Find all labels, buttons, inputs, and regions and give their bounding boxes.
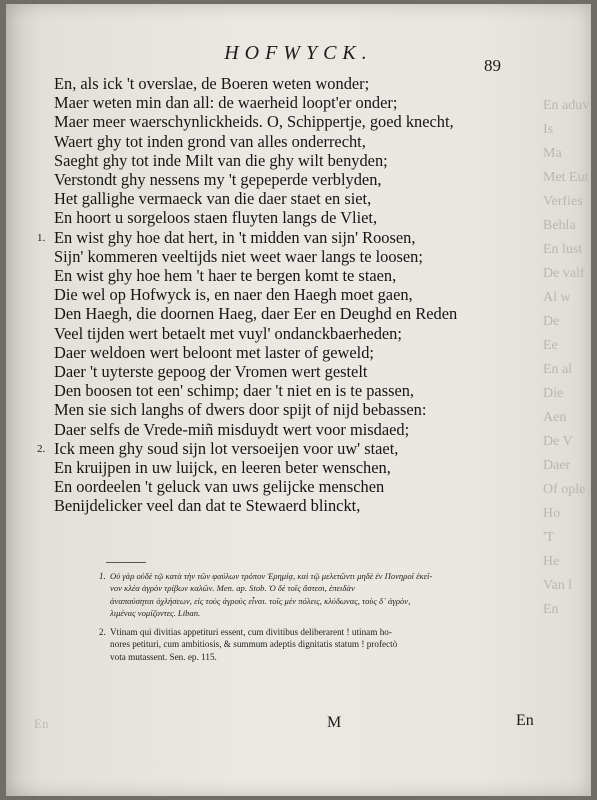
verse-text: Maer meer waerschynlickheids. O, Schippertje, goed knecht,: [54, 112, 454, 132]
verse-text: Die wel op Hofwyck is, en naer den Haegh moet gaen,: [54, 285, 413, 305]
bleed-through-footer: En: [34, 716, 49, 731]
verse-line: [54, 266, 524, 285]
poem-body: [37, 74, 524, 516]
footnote-line: vota mutassent. Sen. ep. 115.: [110, 651, 217, 662]
verse-text: En oordeelen 't geluck van uws gelijcke menschen: [54, 477, 385, 497]
bleed-line: En: [543, 602, 559, 617]
bleed-line: He: [543, 554, 560, 569]
verse-text: Den Haegh, die doornen Haeg, daer Eer en Deughd en Reden: [54, 304, 458, 324]
bleed-line: Met Eut: [543, 170, 589, 185]
verse-text: Sijn' kommeren veeltijds niet weet waer langs te loosen;: [54, 246, 423, 266]
verse-line: [54, 189, 524, 208]
verse-text: Daer 't uyterste gepoog der Vromen wert gestelt: [54, 362, 368, 382]
verse-text: Den boosen tot een' schimp; daer 't niet en is te passen,: [54, 381, 415, 401]
bleed-line: Verfies: [543, 194, 583, 209]
verse-text: Saeght ghy tot inde Milt van die ghy wilt benyden;: [54, 150, 388, 170]
bleed-line: Of ople: [543, 482, 586, 497]
verse-text: Veel tijden wert betaelt met vuyl' ondanckbaerheden;: [54, 323, 402, 343]
verse-line: [54, 343, 524, 362]
verse-line: [54, 362, 524, 381]
verse-line: [54, 496, 524, 515]
bleed-line: Die: [543, 386, 564, 401]
footnote-line: νον κλέα ἀγρὸν τρίβων καλῶν. Men. ap. Stob. Ὁ δὲ τοῖς ἄστεσι, ἐπειδὰν: [110, 583, 355, 594]
footnote-line: ἀναπαύσηται ὀχλήσεων, εἰς τοὺς ἀγροὺς εἶναι. τοῖς μὲν πόλεις, κλύδωνας, τοὺς δ᾽ ἀγρὸν,: [110, 595, 411, 606]
verse-text: Daer selfs de Vrede-miñ misduydt wert voor misdaed;: [54, 419, 410, 439]
footnote-line: λιμένας νομίζοντες. Liban.: [110, 608, 201, 619]
footnote-marker: 1.: [37, 231, 46, 244]
verse-line: [54, 132, 524, 151]
bleed-line: 'T: [543, 530, 555, 545]
verse-line: [54, 324, 524, 343]
verse-text: Benijdelicker veel dan dat te Stewaerd blinckt,: [54, 496, 361, 516]
verse-line: [54, 400, 524, 419]
verse-text: Verstondt ghy nessens my 't gepeperde verblyden,: [54, 170, 382, 190]
verse-text: En wist ghy hoe dat hert, in 't midden van sijn' Roosen,: [54, 227, 416, 247]
footnote: [99, 626, 510, 664]
footnote-rule: [106, 562, 146, 563]
bleed-line: En aduv: [543, 98, 590, 113]
footnote-line: Οὐ γὰρ οὐδὲ τῷ κατὰ τὴν τῶν φαύλων τρόπον Ἐρημίᾳ, καὶ τῷ μελετῶντι μηδὲ ἐν Πονηροῖ ἐκεῖ-: [110, 571, 433, 581]
footnote-line: Vtinam qui divitias appetituri essent, cum divitibus deliberarent ! utinam ho-: [110, 626, 392, 637]
footnote: [99, 570, 510, 620]
verse-line: [37, 438, 524, 458]
verse-line: [54, 74, 524, 93]
signature-mark: M: [327, 714, 342, 731]
bleed-line: Daer: [543, 458, 571, 473]
bleed-line: De: [543, 314, 560, 329]
verse-text: Daer weldoen wert beloont met laster of geweld;: [54, 342, 374, 362]
verse-line: [54, 420, 524, 439]
verse-text: Maer weten min dan all: de waerheid loopt'er onder;: [54, 93, 398, 113]
bleed-line: Ho: [543, 506, 561, 521]
bleed-line: Aen: [543, 410, 567, 425]
bleed-through-text: [533, 94, 591, 617]
bleed-line: Is: [543, 122, 554, 137]
verse-text: En hoort u sorgeloos staen fluyten langs de Vliet,: [54, 208, 378, 228]
bleed-line: De V: [543, 434, 573, 449]
running-head: HOFWYCK.: [224, 42, 373, 64]
verse-line: [54, 151, 524, 170]
verse-text: En kruijpen in uw luijck, en leeren beter wenschen,: [54, 458, 391, 478]
verse-line: [54, 170, 524, 189]
book-page: [6, 4, 591, 796]
footnote-line: nores petituri, cum ambitiosis, & summum adeptis dignitatis statum ! profectò: [110, 639, 398, 650]
verse-line: [54, 477, 524, 496]
verse-line: [54, 208, 524, 227]
footnote-marker: 2.: [37, 442, 46, 455]
verse-text: Waert ghy tot inden grond van alles onderrecht,: [54, 131, 366, 151]
bleed-line: Van l: [543, 578, 573, 593]
verse-text: En, als ick 't overslae, de Boeren weten wonder;: [54, 74, 370, 93]
verse-line: [54, 285, 524, 304]
bleed-line: Ee: [543, 338, 558, 353]
footnote-number: 2.: [99, 626, 106, 637]
bleed-line: Al w: [543, 290, 571, 305]
bleed-line: Ma: [543, 146, 562, 161]
page-number: 89: [484, 56, 501, 75]
verse-line: [54, 93, 524, 112]
verse-line: [37, 227, 524, 247]
verse-line: [54, 247, 524, 266]
footnotes: [99, 570, 510, 669]
verse-text: Het gallighe vermaeck van die daer staet en siet,: [54, 189, 372, 209]
bleed-line: En al: [543, 362, 573, 377]
verse-line: [54, 304, 524, 323]
bleed-line: De valf: [543, 266, 585, 281]
verse-text: Ick meen ghy soud sijn lot versoeijen voor uw' staet,: [54, 438, 399, 458]
verse-line: [54, 381, 524, 400]
verse-line: [54, 458, 524, 477]
verse-text: En wist ghy hoe hem 't haer te bergen komt te staen,: [54, 266, 397, 286]
verse-line: [54, 112, 524, 131]
verse-text: Men sie sich langhs of dwers door spijt of nijd bebassen:: [54, 400, 427, 420]
bleed-line: Behla: [543, 218, 576, 233]
catchword: En: [516, 712, 534, 729]
footnote-number: 1.: [99, 571, 106, 581]
bleed-line: En lust: [543, 242, 583, 257]
